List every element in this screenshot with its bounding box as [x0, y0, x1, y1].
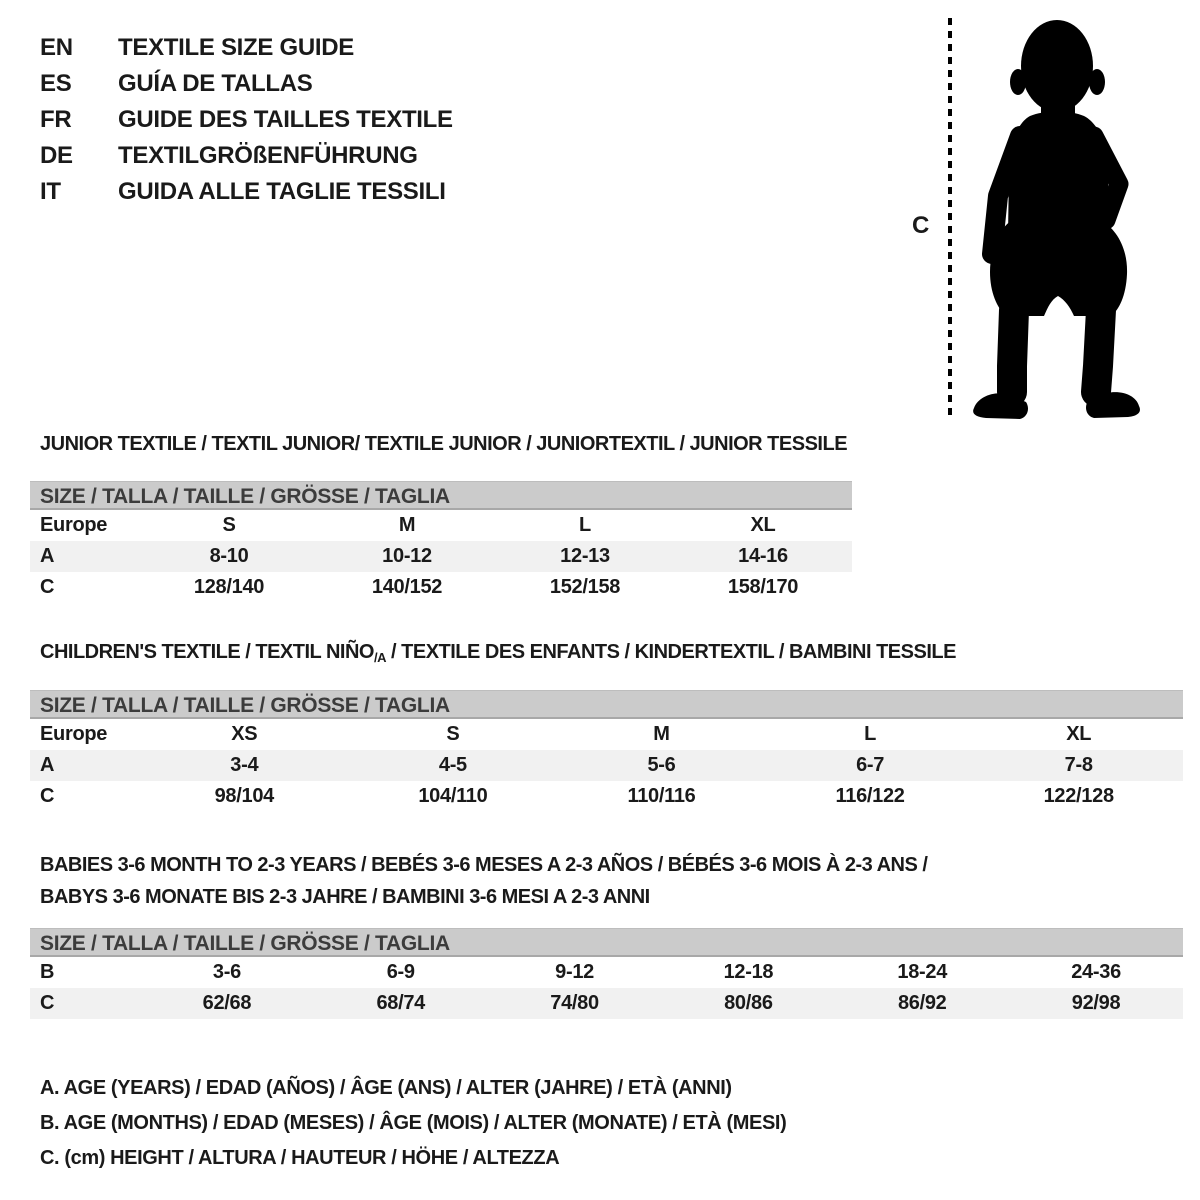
row-label-cell: C: [40, 992, 55, 1014]
value-cell: 152/158: [549, 576, 621, 598]
language-code: EN: [40, 34, 73, 61]
value-cell: 62/68: [202, 992, 252, 1014]
babies-size-table: [30, 928, 1183, 1019]
value-cell: 80/86: [724, 992, 773, 1014]
children-title-text: CHILDREN'S TEXTILE / TEXTIL NIÑO: [40, 641, 374, 663]
size-header-bar: SIZE / TALLA / TAILLE / GRÖSSE / TAGLIA: [30, 690, 1183, 719]
size-column-cell: M: [653, 723, 670, 745]
value-cell: 8-10: [209, 545, 249, 567]
row-label-cell: C: [40, 785, 55, 807]
row-label-cell: A: [40, 754, 55, 776]
value-cell: 6-7: [856, 754, 885, 776]
language-label: GUIDA ALLE TAGLIE TESSILI: [118, 178, 446, 205]
value-cell: 18-24: [897, 961, 948, 983]
size-column-cell: L: [579, 514, 591, 536]
value-cell: 104/110: [418, 785, 488, 807]
language-code: FR: [40, 106, 72, 133]
babies-section-title: [40, 849, 927, 913]
value-cell: 128/140: [193, 576, 265, 598]
value-cell: 12-18: [723, 961, 774, 983]
value-cell: 3-4: [230, 754, 259, 776]
language-row-es: [40, 66, 453, 102]
size-column-cell: XS: [231, 723, 258, 745]
babies-title-line2: BABYS 3-6 MONATE BIS 2-3 JAHRE / BAMBINI 3-6 MESI A 2-3 ANNI: [40, 886, 650, 908]
table-row-a: [30, 750, 1183, 781]
value-cell: 68/74: [376, 992, 426, 1014]
language-row-en: [40, 30, 453, 66]
table-row-c: [30, 781, 1183, 812]
children-title-sub: /A: [373, 650, 386, 665]
table-row-c: [30, 572, 852, 603]
region-label-cell: Europe: [40, 723, 108, 745]
table-row-a: [30, 541, 852, 572]
table-row-columns: [30, 719, 1183, 750]
language-row-de: [40, 138, 453, 174]
language-label: GUIDE DES TAILLES TEXTILE: [118, 106, 453, 133]
size-header-bar: SIZE / TALLA / TAILLE / GRÖSSE / TAGLIA: [30, 481, 852, 510]
value-cell: 12-13: [560, 545, 610, 567]
size-column-cell: XL: [1066, 723, 1092, 745]
value-cell: 9-12: [555, 961, 594, 983]
junior-section-title: JUNIOR TEXTILE / TEXTIL JUNIOR/ TEXTILE JUNIOR / JUNIORTEXTIL / JUNIOR TESSILE: [40, 433, 848, 455]
language-code: IT: [40, 178, 61, 205]
language-code: ES: [40, 70, 72, 97]
row-label-cell: B: [40, 961, 55, 983]
value-cell: 3-6: [212, 961, 241, 983]
value-cell: 98/104: [214, 785, 274, 807]
children-size-table: [30, 690, 1183, 812]
children-title-text: / TEXTILE DES ENFANTS / KINDERTEXTIL / BAMBINI TESSILE: [385, 641, 956, 663]
legend-line-a: A. AGE (YEARS) / EDAD (AÑOS) / ÂGE (ANS) / ALTER (JAHRE) / ETÀ (ANNI): [40, 1077, 732, 1099]
region-label-cell: Europe: [40, 514, 108, 536]
row-label-cell: A: [40, 545, 55, 567]
value-cell: 122/128: [1043, 785, 1114, 807]
size-column-cell: S: [222, 514, 236, 536]
language-row-fr: [40, 102, 453, 138]
language-label: TEXTILE SIZE GUIDE: [118, 34, 354, 61]
row-label-cell: C: [40, 576, 55, 598]
value-cell: 5-6: [647, 754, 676, 776]
toddler-silhouette-icon: [966, 14, 1146, 424]
language-header: [40, 30, 453, 210]
size-column-cell: S: [446, 723, 460, 745]
value-cell: 92/98: [1071, 992, 1121, 1014]
value-cell: 110/116: [627, 785, 696, 807]
legend-line-c: C. (cm) HEIGHT / ALTURA / HAUTEUR / HÖHE / ALTEZZA: [40, 1147, 560, 1169]
language-label: TEXTILGRÖßENFÜHRUNG: [118, 142, 418, 169]
size-column-cell: XL: [750, 514, 776, 536]
value-cell: 10-12: [382, 545, 432, 567]
value-cell: 140/152: [371, 576, 443, 598]
height-measure-dotted-line: [948, 18, 952, 420]
babies-table-grid: [30, 957, 1183, 1019]
size-column-cell: L: [864, 723, 877, 745]
height-measure-label: C: [912, 212, 930, 239]
value-cell: 24-36: [1071, 961, 1121, 983]
size-header-bar: SIZE / TALLA / TAILLE / GRÖSSE / TAGLIA: [30, 928, 1183, 957]
junior-size-table: [30, 481, 852, 603]
children-table-grid: [30, 719, 1183, 812]
value-cell: 7-8: [1064, 754, 1093, 776]
legend-line-b: B. AGE (MONTHS) / EDAD (MESES) / ÂGE (MOIS) / ALTER (MONATE) / ETÀ (MESI): [40, 1112, 787, 1134]
junior-table-grid: [30, 510, 852, 603]
value-cell: 158/170: [727, 576, 799, 598]
value-cell: 14-16: [738, 545, 788, 567]
measurement-legend: [40, 1071, 786, 1176]
language-code: DE: [40, 142, 73, 169]
language-row-it: [40, 174, 453, 210]
table-row-columns: [30, 510, 852, 541]
value-cell: 116/122: [835, 785, 905, 807]
language-label: GUÍA DE TALLAS: [118, 70, 313, 97]
children-section-title: [40, 641, 956, 665]
value-cell: 86/92: [897, 992, 947, 1014]
value-cell: 6-9: [386, 961, 415, 983]
table-row-c: [30, 988, 1183, 1019]
babies-title-line1: BABIES 3-6 MONTH TO 2-3 YEARS / BEBÉS 3-6 MESES A 2-3 AÑOS / BÉBÉS 3-6 MOIS À 2-3 ANS /: [40, 854, 928, 876]
value-cell: 4-5: [438, 754, 467, 776]
size-column-cell: M: [398, 514, 416, 536]
table-row-b: [30, 957, 1183, 988]
value-cell: 74/80: [550, 992, 599, 1014]
